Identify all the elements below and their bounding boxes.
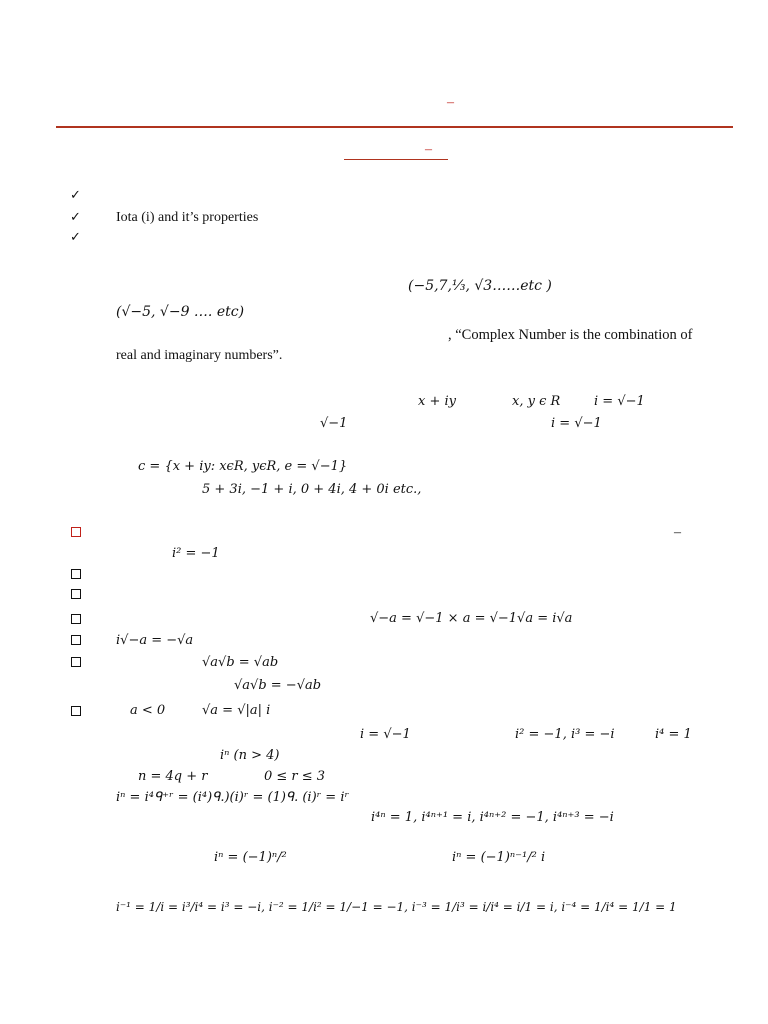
complex-examples: 5 + 3i, −1 + i, 0 + 4i, 4 + 0i etc., — [202, 482, 422, 497]
header-rule — [56, 126, 733, 128]
definition-line-2: real and imaginary numbers”. — [116, 348, 283, 363]
negative-powers: i⁻¹ = 1/i = i³/i⁴ = i³ = −i, i⁻² = 1/i² = 1/−1 = −1, i⁻³ = 1/i³ = i/i⁴ = i/1 = i, i⁻⁴ = 1/i⁴ = 1/1 = 1 — [116, 900, 677, 914]
iota-definition: i = √−1 — [594, 394, 645, 409]
iota-definition: i = √−1 — [360, 727, 411, 742]
subtitle-underline — [344, 159, 448, 160]
sqrt-neg-a-rule: √−a = √−1 × a = √−1√a = i√a — [370, 611, 573, 626]
i-squared: i² = −1 — [172, 546, 220, 561]
iota-definition: i = √−1 — [551, 416, 602, 431]
real-number-examples: (−5,7,⅓, √3……etc ) — [408, 278, 552, 294]
definition-line-1: , “Complex Number is the combination of — [448, 327, 693, 343]
property-dash: – — [674, 525, 681, 540]
even-power-rule: iⁿ = (−1)ⁿ/² — [214, 850, 287, 865]
sqrt-abs-rule: √a = √|a| i — [202, 703, 271, 718]
complex-set-definition: c = {x + iy: xϵR, yϵR, e = √−1} — [138, 459, 348, 474]
i-sqrt-neg-a-rule: i√−a = −√a — [116, 633, 194, 648]
checkbox-bullet-icon — [71, 635, 81, 645]
division-form: n = 4q + r — [138, 769, 208, 784]
title-dash: – — [447, 95, 454, 110]
checkbox-bullet-icon — [71, 589, 81, 599]
sqrt-product-rule: √a√b = √ab — [202, 655, 279, 670]
imaginary-number-examples: (√−5, √−9 …. etc) — [116, 304, 245, 320]
checkbox-bullet-icon — [71, 657, 81, 667]
check-icon: ✓ — [70, 188, 81, 203]
odd-power-rule: iⁿ = (−1)ⁿ⁻¹/² i — [452, 850, 546, 865]
xy-real: x, y ϵ R — [512, 394, 561, 409]
checkbox-bullet-icon — [71, 706, 81, 716]
remainder-range: 0 ≤ r ≤ 3 — [264, 769, 326, 784]
iota-fourth-power: i⁴ = 1 — [655, 727, 692, 742]
checklist-item: Iota (i) and it’s properties — [116, 210, 259, 225]
iota-powers: i² = −1, i³ = −i — [515, 727, 615, 742]
check-icon: ✓ — [70, 230, 81, 245]
a-less-than-zero: a < 0 — [130, 703, 166, 718]
checkbox-bullet-icon — [71, 527, 81, 537]
subtitle-dash: – — [425, 142, 432, 157]
checkbox-bullet-icon — [71, 614, 81, 624]
power-cycle: i⁴ⁿ = 1, i⁴ⁿ⁺¹ = i, i⁴ⁿ⁺² = −1, i⁴ⁿ⁺³ = −i — [371, 810, 614, 825]
sqrt-product-negative-rule: √a√b = −√ab — [234, 678, 322, 693]
general-form: x + iy — [418, 394, 456, 409]
check-icon: ✓ — [70, 210, 81, 225]
power-expansion: iⁿ = i⁴ᑫ⁺ʳ = (i⁴)ᑫ.)(i)ʳ = (1)ᑫ. (i)ʳ = iʳ — [116, 790, 350, 805]
sqrt-neg-one: √−1 — [320, 416, 348, 431]
iota-power-n: iⁿ (n > 4) — [220, 748, 280, 763]
checkbox-bullet-icon — [71, 569, 81, 579]
